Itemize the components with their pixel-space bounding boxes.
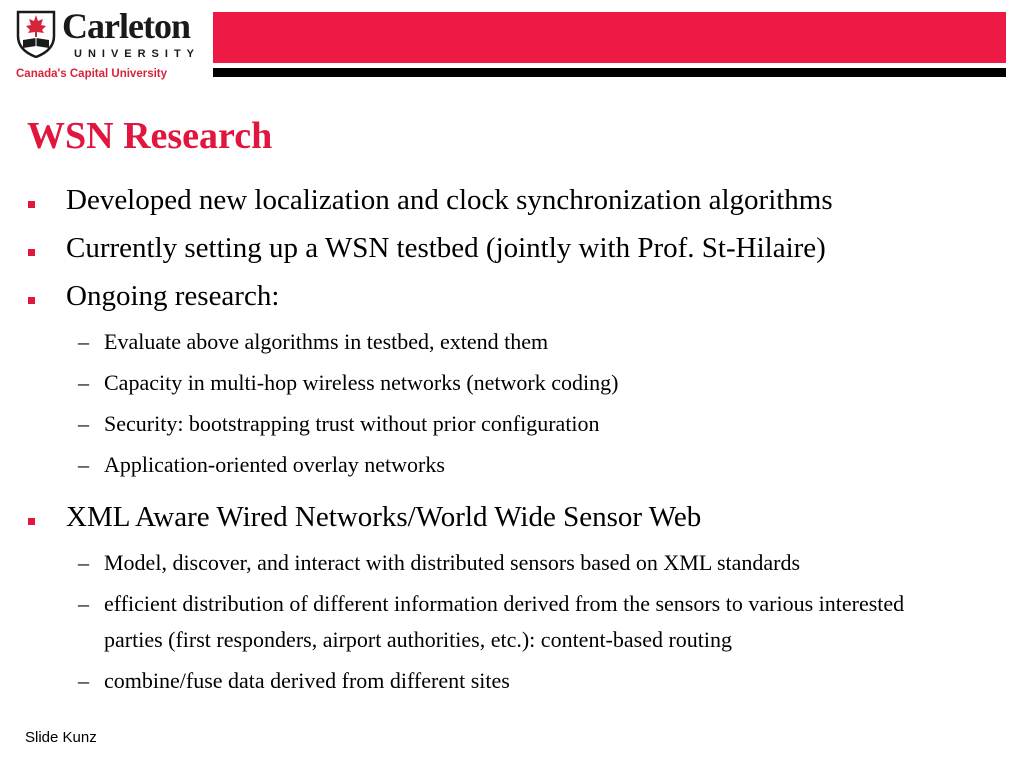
sub-bullet-item bbox=[0, 406, 1024, 442]
square-bullet-icon bbox=[28, 249, 35, 256]
bullet-text: Ongoing research: bbox=[66, 280, 280, 312]
dash-bullet: – bbox=[78, 452, 89, 477]
header-red-bar bbox=[213, 12, 1006, 63]
dash-bullet: – bbox=[78, 411, 89, 436]
sub-bullet-text: Application-oriented overlay networks bbox=[104, 452, 445, 477]
sub-bullet-item bbox=[0, 663, 1024, 699]
slide-title: WSN Research bbox=[27, 115, 273, 157]
dash-bullet: – bbox=[78, 370, 89, 395]
bullet-item bbox=[0, 228, 1024, 268]
dash-bullet: – bbox=[78, 668, 89, 693]
bullet-text: Developed new localization and clock synchronization algorithms bbox=[66, 184, 833, 216]
bullet-item bbox=[0, 497, 1024, 537]
sub-bullet-item bbox=[0, 324, 1024, 360]
sub-bullet-text: Capacity in multi-hop wireless networks (network coding) bbox=[104, 370, 619, 395]
logo-university: UNIVERSITY bbox=[74, 48, 201, 60]
shield-icon bbox=[16, 10, 56, 58]
square-bullet-icon bbox=[28, 297, 35, 304]
sub-bullet-text: Security: bootstrapping trust without prior configuration bbox=[104, 411, 600, 436]
sub-bullet-item bbox=[0, 586, 1024, 658]
dash-bullet: – bbox=[78, 550, 89, 575]
sub-bullet-item bbox=[0, 447, 1024, 483]
bullet-item bbox=[0, 276, 1024, 316]
carleton-logo bbox=[12, 8, 202, 80]
sub-bullet-text: efficient distribution of different information derived from the sensors to various interested parties (first responders, airport authorities, etc.): content-based routing bbox=[104, 591, 905, 652]
bullet-text: Currently setting up a WSN testbed (jointly with Prof. St-Hilaire) bbox=[66, 232, 826, 264]
logo-tagline: Canada's Capital University bbox=[16, 68, 168, 80]
dash-bullet: – bbox=[78, 329, 89, 354]
header-black-bar bbox=[213, 68, 1006, 77]
sub-bullet-text: combine/fuse data derived from different sites bbox=[104, 668, 510, 693]
sub-bullet-item bbox=[0, 545, 1024, 581]
square-bullet-icon bbox=[28, 201, 35, 208]
slide-content bbox=[0, 180, 1024, 704]
logo-wordmark: Carleton bbox=[62, 6, 190, 46]
sub-bullet-item bbox=[0, 365, 1024, 401]
square-bullet-icon bbox=[28, 518, 35, 525]
bullet-text: XML Aware Wired Networks/World Wide Sensor Web bbox=[66, 501, 702, 533]
sub-bullet-text: Evaluate above algorithms in testbed, extend them bbox=[104, 329, 549, 354]
sub-bullet-text: Model, discover, and interact with distributed sensors based on XML standards bbox=[104, 550, 801, 575]
bullet-item bbox=[0, 180, 1024, 220]
slide-footer: Slide Kunz bbox=[25, 729, 97, 746]
dash-bullet: – bbox=[78, 591, 89, 616]
